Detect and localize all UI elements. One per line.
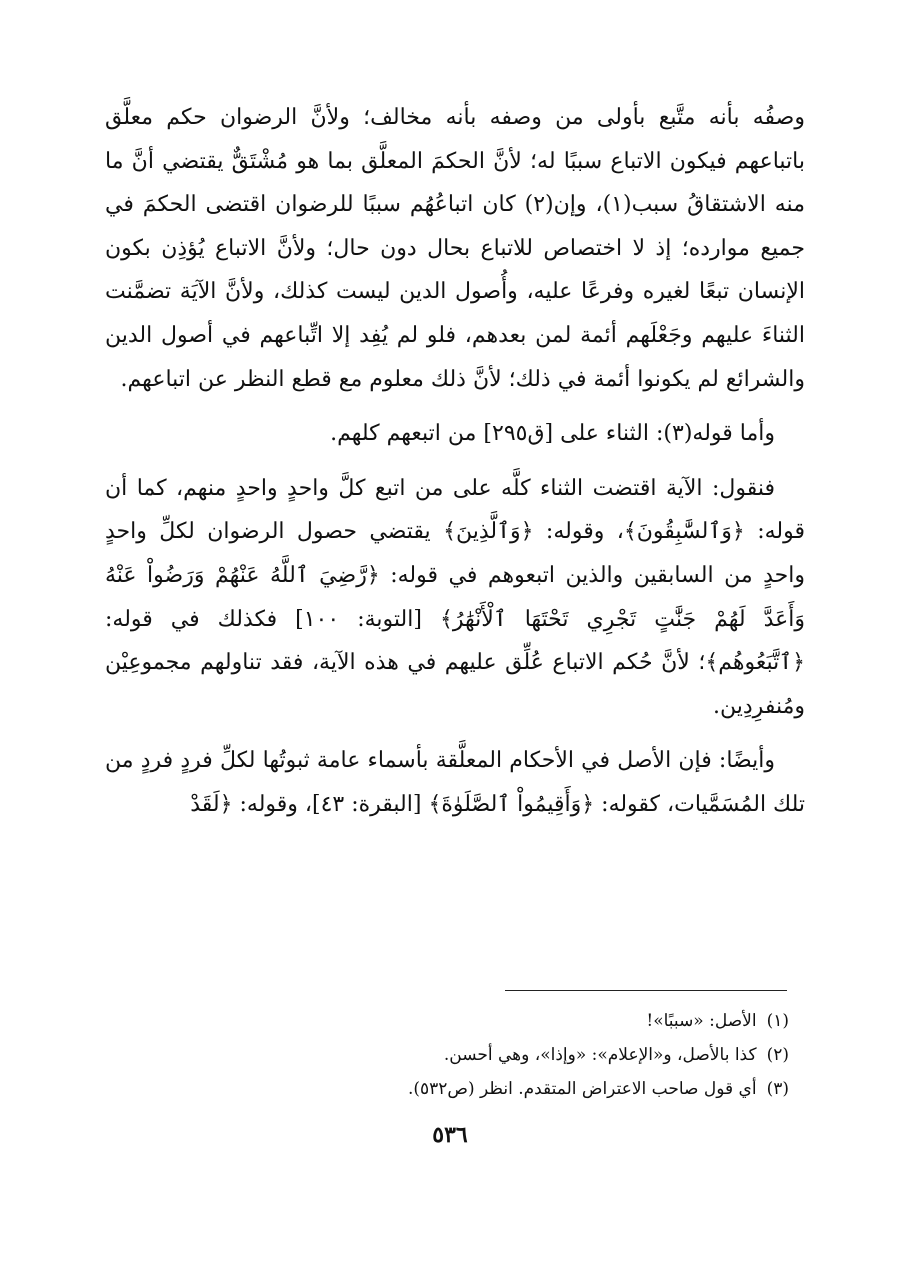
footnote-text: أي قول صاحب الاعتراض المتقدم. انظر (ص٥٣٢). [407,1079,757,1099]
paragraph-2: وأما قوله(٣): الثناء على [ق٢٩٥] من اتبعهم كلهم. [330,421,775,447]
paragraph-1: وصفُه بأنه متَّبع بأولى من وصفه بأنه مخالف؛ ولأنَّ الرضوان حكم معلَّق باتباعهم فيكون الاتباع سببًا له؛ لأنَّ الحكمَ المعلَّق بما هو مُشْتَقٌّ يقتضي أنَّ ما منه الاشتقاقُ سبب(١)، وإن(٢) كان اتباعُهُم سببًا للرضوان اقتضى الحكمَ في جميع موارده؛ إذ لا اختصاص للاتباع بحال دون حال؛ ولأنَّ الاتباع يُؤذِن بكون الإنسان تبعًا لغيره وفرعًا عليه، وأُصول الدين ليست كذلك، ولأنَّ الآيَة تضمَّنت الثناءَ عليهم وجَعْلَهم أئمة لمن بعدهم، فلو لم يُفِد إلا اتِّباعهم في أصول الدين والشرائع لم يكونوا أئمة في ذلك؛ لأنَّ ذلك معلوم مع قطع النظر عن اتباعهم. [105,105,805,392]
footnote-number: (٢) [766,1045,789,1065]
paragraph-3: فنقول: الآية اقتضت الثناء كلَّه على من اتبع كلَّ واحدٍ واحدٍ منهم، كما أن قوله: ﴿وَٱلسَّٰبِقُونَ﴾، وقوله: ﴿وَٱلَّذِينَ﴾ يقتضي حصول الرضوان لكلِّ واحدٍ واحدٍ من السابقين والذين اتبعوهم في قوله: ﴿رَّضِيَ ٱللَّهُ عَنْهُمْ وَرَضُواْ عَنْهُ وَأَعَدَّ لَهُمْ جَنَّٰتٍ تَجْرِي تَحْتَهَا ٱلْأَنْهَٰرُ﴾ [التوبة: ١٠٠] فكذلك في قوله: ﴿ٱتَّبَعُوهُم﴾؛ لأنَّ حُكم الاتباع عُلِّق عليهم في هذه الآية، فقد تناولهم مجموعِيْن ومُنفرِدِين. [105,475,805,719]
paragraph-4: وأيضًا: فإن الأصل في الأحكام المعلَّقة بأسماء عامة ثبوتُها لكلِّ فردٍ فردٍ من تلك المُسَمَّيات، كقوله: ﴿وَأَقِيمُواْ ٱلصَّلَوٰةَ﴾ [البقرة: ٤٣]، وقوله: ﴿لَقَدْ [105,748,805,817]
page-number: ٥٣٦ [432,1122,468,1148]
footnote-number: (١) [766,1011,789,1031]
footnote-number: (٣) [766,1079,789,1099]
main-text [105,96,805,827]
footnote-text: الأصل: «سببًا»! [646,1011,757,1031]
footnote-3 [105,1072,789,1106]
footnotes [105,1004,789,1106]
footnote-separator [505,990,787,991]
footnote-2 [105,1038,789,1072]
footnote-text: كذا بالأصل، و«الإعلام»: «وإذا»، وهي أحسن. [443,1045,757,1065]
footnote-1 [105,1004,789,1038]
